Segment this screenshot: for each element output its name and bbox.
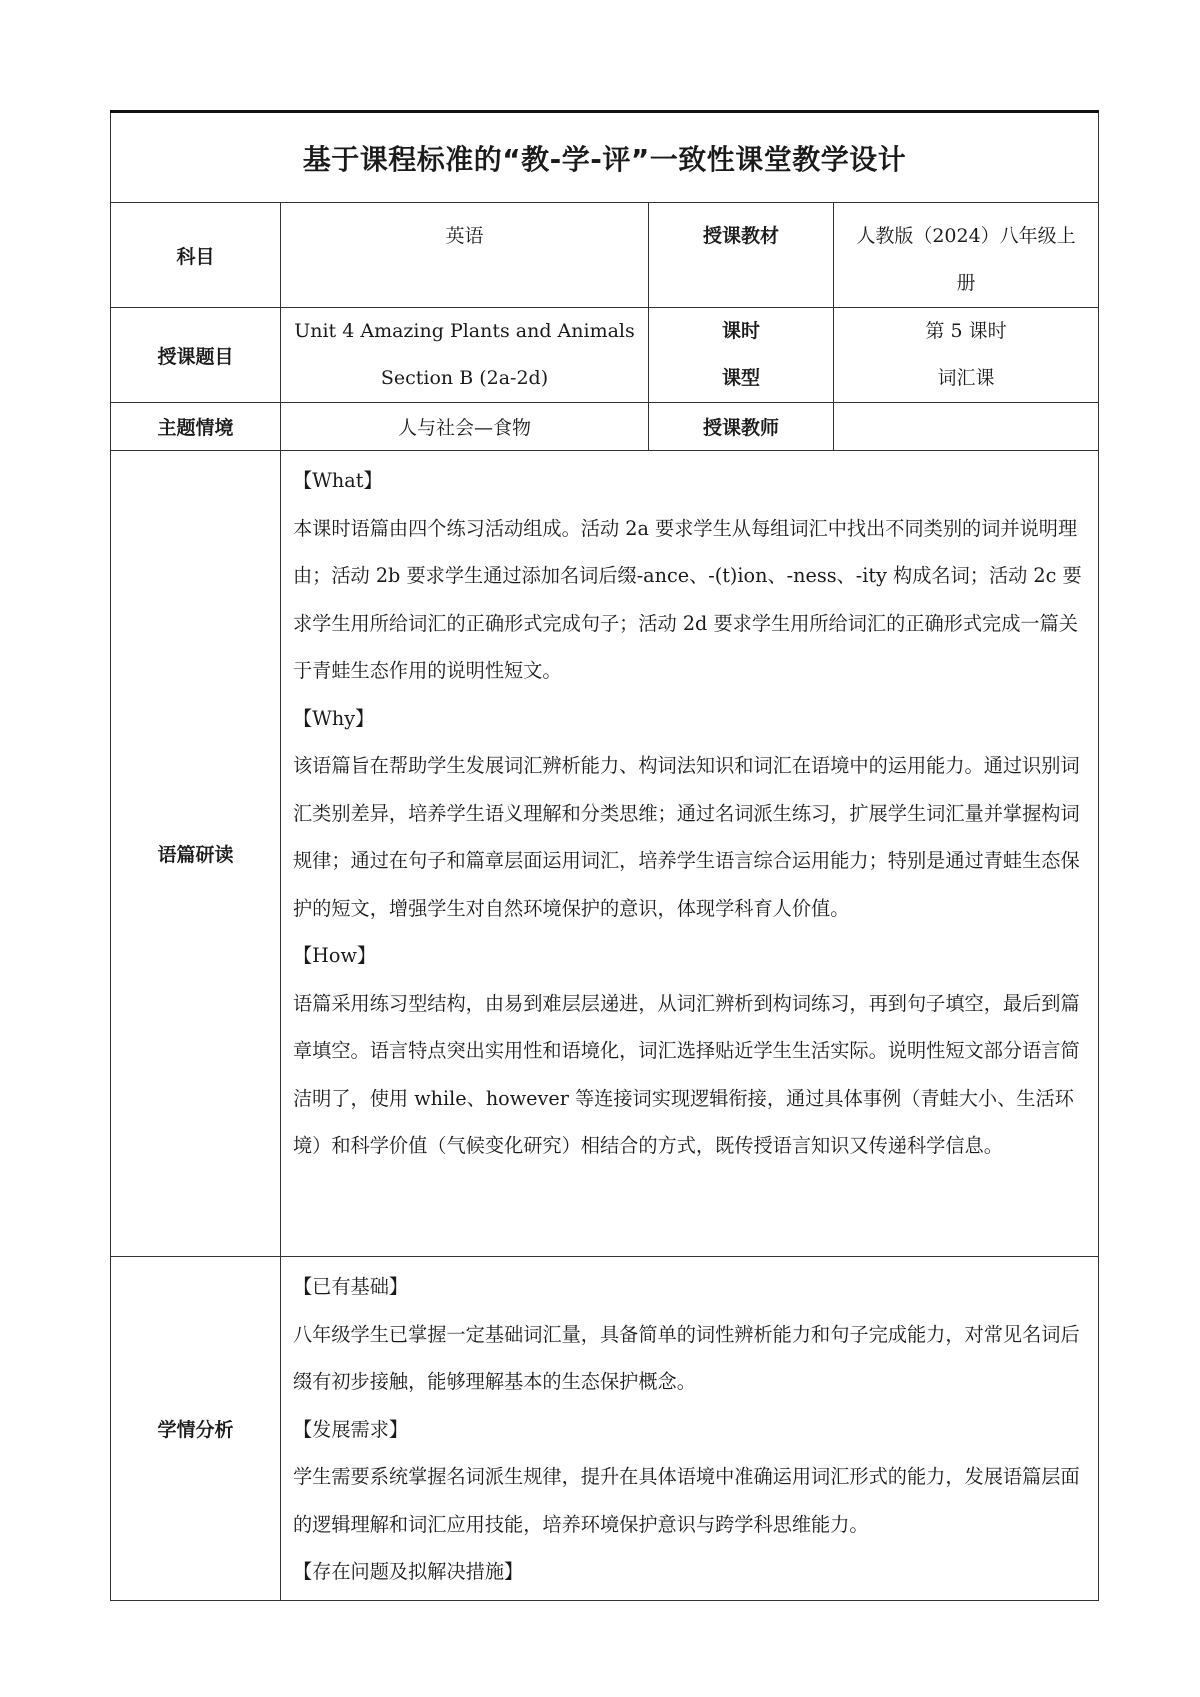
base-paragraph: 八年级学生已掌握一定基础词汇量，具备简单的词性辨析能力和句子完成能力，对常见名词后缀有初步接触，能够理解基本的生态保护概念。	[293, 1322, 1080, 1393]
period-label: 课时	[721, 320, 760, 342]
type-label: 课型	[721, 367, 760, 389]
lesson-plan-table	[110, 110, 1099, 1601]
what-heading: 【What】	[293, 469, 383, 492]
theme-label: 主题情境	[111, 403, 281, 451]
learner-analysis-label: 学情分析	[111, 1257, 281, 1601]
text-study-label: 语篇研读	[111, 451, 281, 1257]
topic-value	[281, 308, 649, 403]
text-study-content	[281, 451, 1099, 1257]
base-heading: 【已有基础】	[293, 1275, 409, 1298]
how-paragraph: 语篇采用练习型结构，由易到难层层递进，从词汇辨析到构词练习，再到句子填空，最后到篇章填空。语言特点突出实用性和语境化，词汇选择贴近学生生活实际。说明性短文部分语言简洁明了，使用 while、however 等连接词实现逻辑衔接，通过具体事例（青蛙大小、生活环境）和科学价值（气候变化研究）相结合的方式，既传授语言知识又传递科学信息。	[293, 991, 1080, 1157]
theme-row	[111, 403, 1099, 451]
what-paragraph: 本课时语篇由四个练习活动组成。活动 2a 要求学生从每组词汇中找出不同类别的词并说明理由；活动 2b 要求学生通过添加名词后缀-ance、-(t)ion、-ness、-ity 构成名词；活动 2c 要求学生用所给词汇的正确形式完成句子；活动 2d 要求学生用所给词汇的正确形式完成一篇关于青蛙生态作用的说明性短文。	[293, 516, 1082, 682]
period-type-labels	[649, 308, 834, 403]
type-value: 词汇课	[937, 367, 995, 389]
need-heading: 【发展需求】	[293, 1417, 409, 1441]
learner-analysis-row	[111, 1257, 1099, 1601]
period-value: 第 5 课时	[925, 320, 1007, 342]
textbook-value	[834, 203, 1099, 308]
subject-row	[111, 203, 1099, 308]
text-study-row	[111, 451, 1099, 1257]
teacher-label: 授课教师	[649, 403, 834, 451]
textbook-value-line1: 人教版（2024）八年级上	[856, 225, 1076, 247]
period-type-values	[834, 308, 1099, 403]
subject-value: 英语	[281, 203, 649, 308]
topic-row	[111, 308, 1099, 403]
teacher-value	[834, 403, 1099, 451]
textbook-value-line2: 册	[956, 272, 976, 294]
topic-value-line2: Section B (2a-2d)	[380, 367, 549, 389]
problem-heading: 【存在问题及拟解决措施】	[293, 1560, 524, 1583]
learner-analysis-content	[281, 1257, 1099, 1601]
document-title: 基于课程标准的“教-学-评”一致性课堂教学设计	[111, 112, 1099, 203]
title-row	[111, 112, 1099, 203]
subject-label: 科目	[111, 203, 281, 308]
topic-label: 授课题目	[111, 308, 281, 403]
textbook-label: 授课教材	[649, 203, 834, 308]
why-heading: 【Why】	[293, 706, 375, 730]
how-heading: 【How】	[293, 944, 377, 967]
topic-value-line1: Unit 4 Amazing Plants and Animals	[294, 320, 635, 342]
why-paragraph: 该语篇旨在帮助学生发展词汇辨析能力、构词法知识和词汇在语境中的运用能力。通过识别词汇类别差异，培养学生语义理解和分类思维；通过名词派生练习，扩展学生词汇量并掌握构词规律；通过在句子和篇章层面运用词汇，培养学生语言综合运用能力；特别是通过青蛙生态保护的短文，增强学生对自然环境保护的意识，体现学科育人价值。	[293, 754, 1080, 920]
theme-value: 人与社会—食物	[281, 403, 649, 451]
lesson-plan-sheet	[110, 110, 1098, 1601]
need-paragraph: 学生需要系统掌握名词派生规律，提升在具体语境中准确运用词汇形式的能力，发展语篇层面的逻辑理解和词汇应用技能，培养环境保护意识与跨学科思维能力。	[293, 1465, 1080, 1536]
